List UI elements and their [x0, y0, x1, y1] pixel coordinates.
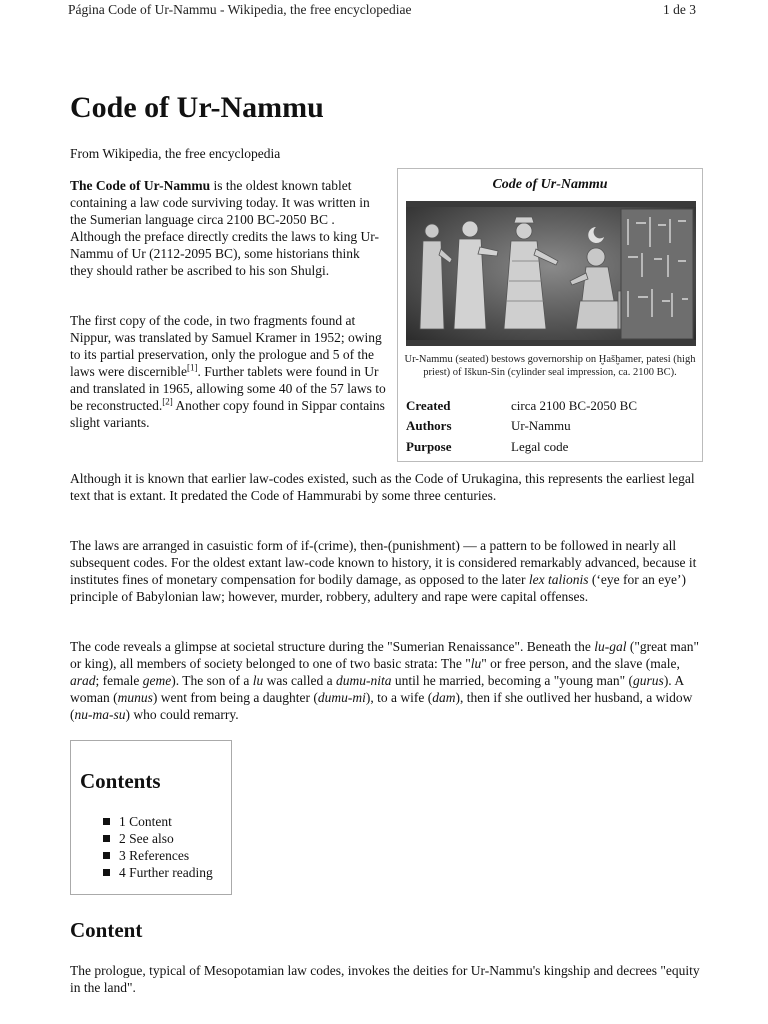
- article-subject: The Code of Ur-Nammu: [70, 178, 211, 193]
- infobox-row-authors: Authors Ur-Nammu: [406, 418, 571, 433]
- paragraph-earlier-codes: Although it is known that earlier law-codes existed, such as the Code of Urukagina, this represents the earliest legal text that is extant. It predated the Code of Hammurabi by some three centuries.: [70, 471, 695, 503]
- reference-link[interactable]: [2]: [162, 396, 173, 407]
- article-title: Code of Ur-Nammu: [70, 91, 324, 124]
- intro-paragraph: The Code of Ur-Nammu is the oldest known tablet containing a law code surviving today. It was written in the Sumerian language circa 2100 BC-2050 BC . Although the preface directly credits the laws to king Ur-Nammu of Ur (2112-2095 BC), some historians think they should rather be ascribed to his son Shulgi.: [70, 178, 380, 278]
- toc-item-further-reading[interactable]: 4 Further reading: [99, 864, 213, 881]
- infobox: [397, 168, 703, 462]
- print-header: [68, 0, 696, 20]
- infobox-title: Code of Ur-Nammu: [492, 177, 608, 192]
- paragraph-first-copy: The first copy of the code, in two fragments found at Nippur, was translated by Samuel Kramer in 1952; owing to its partial preservation, only the prologue and 5 of the laws were discernible[1]. Further tablets were found in Ur and translated in 1965, allowing some 40 of the 57 laws to be reconstructed.[2] Another copy found in Sippar contains slight variants.: [70, 313, 386, 430]
- seal-impression-illustration: [406, 201, 696, 346]
- paragraph-societal-structure: The code reveals a glimpse at societal structure during the "Sumerian Renaissance". Beneath the lu-gal ("great man" or king), all members of society belonged to one of two basic strata: The "lu" or free person, and the slave (male, arad; female geme). The son of a lu was called a dumu-nita until he married, becoming a "young man" (gurus). A woman (munus) went from being a daughter (dumu-mi), to a wife (dam), then if she outlived her husband, a widow (nu-ma-su) who could remarry.: [70, 639, 699, 722]
- image-caption: Ur-Nammu (seated) bestows governorship on Ḫašḫamer, patesi (high priest) of Iškun-Sin (cylinder seal impression, ca. 2100 BC).: [404, 354, 696, 378]
- paragraph-casuistic-form: The laws are arranged in casuistic form of if-(crime), then-(punishment) — a pattern to be followed in nearly all subsequent codes. For the oldest extant law-code known to history, it is considered remarkably advanced, because it institutes fines of monetary compensation for bodily damage, as opposed to the later lex talionis (‘eye for an eye’) principle of Babylonian law; however, murder, robbery, adultery and rape were capital offenses.: [70, 538, 697, 604]
- toc-item-references[interactable]: 3 References: [99, 847, 213, 864]
- table-of-contents: [70, 740, 232, 895]
- infobox-row-purpose: Purpose Legal code: [406, 439, 569, 454]
- toc-list: [99, 813, 213, 881]
- reference-link[interactable]: [1]: [186, 362, 198, 373]
- infobox-row-created: Created circa 2100 BC-2050 BC: [406, 398, 638, 413]
- toc-item-see-also[interactable]: 2 See also: [99, 830, 213, 847]
- toc-item-content[interactable]: 1 Content: [99, 813, 213, 830]
- section-heading-content: Content: [70, 918, 143, 942]
- site-subtitle: From Wikipedia, the free encyclopedia: [70, 146, 281, 161]
- toc-heading: Contents: [80, 769, 161, 793]
- print-header-title: Página Code of Ur-Nammu - Wikipedia, the free encyclopediae: [68, 2, 412, 17]
- paragraph-prologue: The prologue, typical of Mesopotamian law codes, invokes the deities for Ur-Nammu's kingship and decrees "equity in the land".: [70, 963, 700, 995]
- page-number: 1 de 3: [663, 2, 696, 17]
